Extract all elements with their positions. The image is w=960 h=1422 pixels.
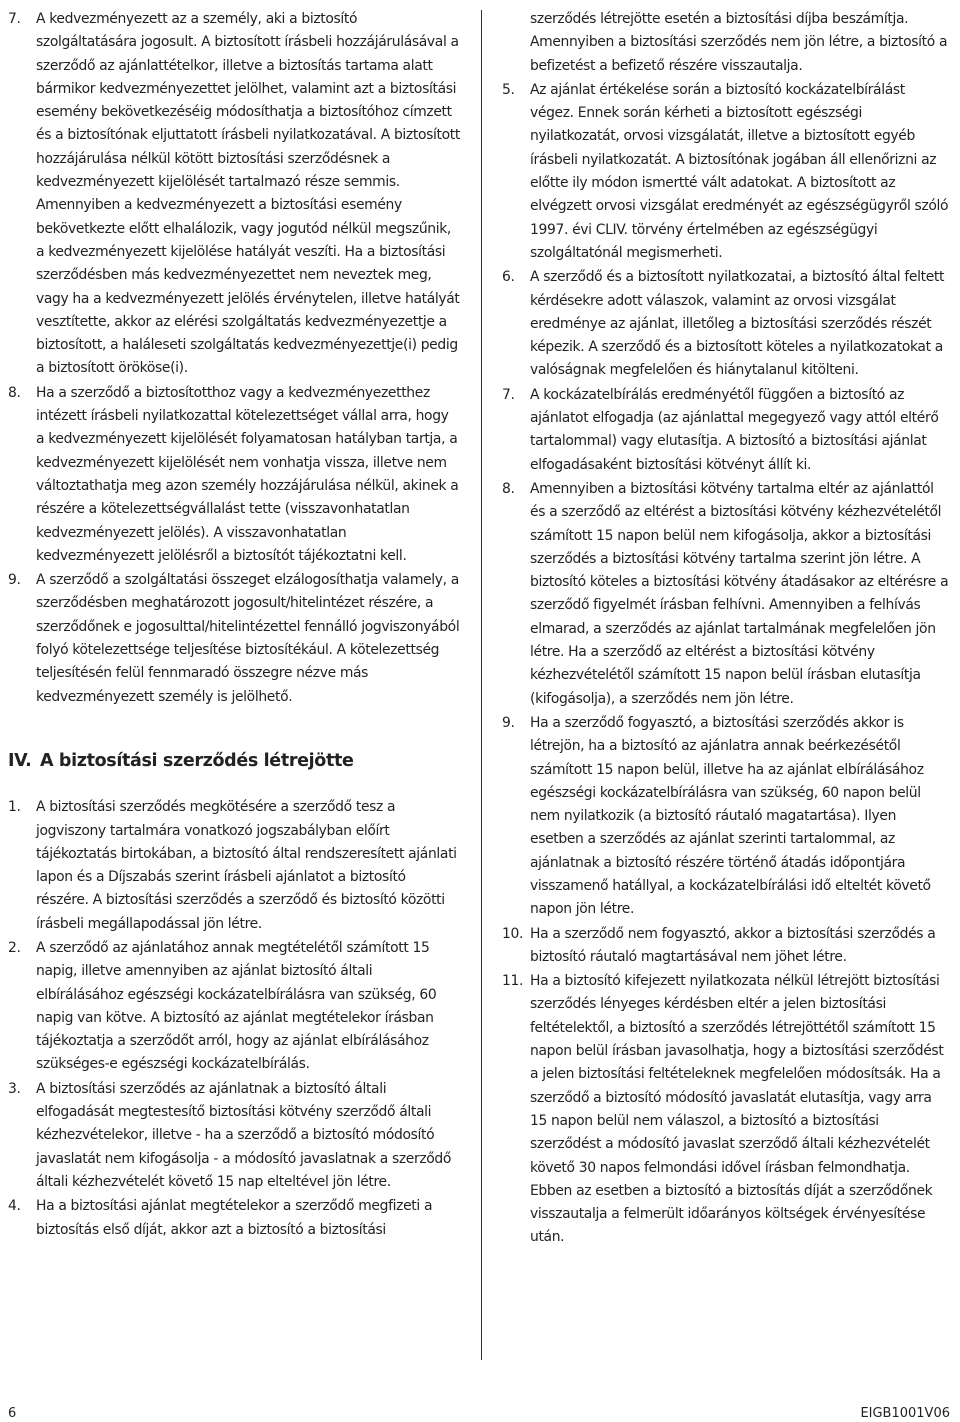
item-text: A biztosítási szerződés megkötésére a szerződő tesz a jogviszony tartalmára vonatkozó jogszabályban előírt tájékoztatás birtokában, a biztosító által rendszeresített ajánlati lapon és a Díjszabás szerint írásbeli ajánlatot a biztosító részére. A biztosítási szerződés a szerződő és biztosító közötti írásbeli megállapodással jön létre.	[36, 799, 457, 932]
item-number: 9.	[502, 714, 515, 731]
left-column	[8, 8, 460, 1243]
item-text: Ha a szerződő fogyasztó, a biztosítási szerződés akkor is létrejön, ha a biztosító az ajánlatra annak beérkezésétől számított 15 napon belül, illetve ha az ajánlat elbírálásához egészségi kockázatelbírálásra van szükség, 60 napon belül nem nyilatkozik (a biztosító ráutaló magatartása). Ilyen esetben a szerződés az ajánlat szerinti tartalommal, az ajánlatnak a biztosító részére történő átadás időpontjára visszamenő hatállyal, a kockázatelbírálási idő elteltét követő napon jön létre.	[530, 714, 931, 918]
list-item	[8, 8, 460, 381]
item-number: 7.	[8, 11, 21, 27]
item-text: Ha a szerződő a biztosítotthoz vagy a kedvezményezetthez intézett írásbeli nyilatkozattal kötelezettséget vállal arra, hogy a kedvezményezett kijelölését folyamatosan hatályban tartja, a kedvezményezett kijelölését nem vonhatja vissza, illetve nem változtathatja meg azon személy hozzájárulása nélkül, akinek a részére a kötelezettségvállalást tette (visszavonhatatlan kedvezményezett jelölés). A visszavonhatatlan kedvezményezett jelölésről a biztosítót tájékoztatni kell.	[36, 384, 459, 564]
item-number: 11.	[502, 973, 524, 990]
list-item	[502, 478, 949, 711]
item-number: 8.	[8, 384, 21, 401]
item-text: Ha a szerződő nem fogyasztó, akkor a biztosítási szerződés a biztosító ráutaló magtartásával nem jöhet létre.	[530, 925, 936, 965]
item-number: 4.	[8, 1198, 21, 1215]
item-number: 1.	[8, 799, 21, 816]
item-number: 8.	[502, 480, 515, 497]
item-number: 2.	[8, 939, 21, 956]
item-number: 5.	[502, 81, 515, 98]
list-item	[502, 923, 949, 970]
left-items-after	[8, 796, 460, 1242]
item-text: Az ajánlat értékelése során a biztosító kockázatelbírálást végez. Ennek során kérheti a biztosított egészségi nyilatkozatát, orvosi vizsgálatát, illetve a biztosított egyéb írásbeli nyilatkozatát. A biztosítónak jogában áll ellenőrizni az előtte ily módon ismertté vált adatokat. A biztosított az elvégzett orvosi vizsgálat eredményét az egészségügyről szóló 1997. évi CLIV. törvény értelmében az egészségügyi szolgáltatónál megismerheti.	[530, 81, 949, 261]
list-item	[8, 1195, 460, 1242]
item-text: A biztosítási szerződés az ajánlatnak a biztosító általi elfogadását megtestesítő biztosítási kötvény szerződő általi kézhezvételekor, illetve - ha a szerződő a biztosító módosító javaslatát nem kifogásolja - a módosító javaslatnak a szerződő általi kézhezvételét követő 15 nap elteltével jön létre.	[36, 1080, 452, 1190]
list-item	[8, 796, 460, 936]
item-text: Ha a biztosítási ajánlat megtételekor a szerződő megfizeti a biztosítás első díját, akkor azt a biztosító a biztosítási	[36, 1198, 433, 1238]
list-item	[502, 266, 949, 382]
item-number: 7.	[502, 386, 515, 403]
item-text: Amennyiben a biztosítási kötvény tartalma eltér az ajánlattól és a szerződő az eltérést a biztosítási kötvény kézhezvételétől számított 15 napon belül nem kifogásolja, akkor a biztosítási szerződés a biztosítási kötvény tartalma szerint jön létre. A biztosító köteles a biztosítási kötvény átadásakor az eltérésre a szerződő figyelmét írásban felhívni. Amennyiben a felhívás elmarad, a szerződés az ajánlat tartalmának megfelelően jön létre. Ha a szerződő az eltérést a biztosítási kötvény kézhezvételétől számított 15 napon belül írásban elutasítja (kifogásolja), a szerződés nem jön létre.	[530, 480, 949, 707]
list-item	[502, 79, 949, 265]
item-number: 9.	[8, 572, 21, 589]
page-number: 6	[8, 1406, 17, 1421]
right-items	[502, 79, 949, 1250]
item-text: Ha a biztosító kifejezett nyilatkozata nélkül létrejött biztosítási szerződés lényeges kérdésben eltér a jelen biztosítási feltételektől, a biztosító a szerződés létrejöttétől számított 15 napon belül írásban javasolhatja, hogy a biztosítási szerződést a jelen biztosítási feltételeknek megfelelően módosítsák. Ha a szerződő a biztosító módosító javaslatát elutasítja, vagy arra 15 napon belül nem válaszol, a biztosító a biztosítási szerződést a módosító javaslat szerződő általi kézhezvételét követő 30 napos felmondási idővel írásban felmondhatja. Ebben az esetben a biztosító a biztosítás díját a szerződőnek visszautalja a felmerült időarányos költségek érvényesítése után.	[530, 973, 944, 1246]
section-title: A biztosítási szerződés létrejötte	[40, 750, 354, 771]
list-item	[502, 712, 949, 922]
left-items-before	[8, 8, 460, 709]
column-divider	[481, 10, 482, 1360]
list-item	[502, 970, 949, 1250]
document-code: EIGB1001V06	[860, 1406, 950, 1421]
list-item	[8, 569, 460, 709]
section-heading	[8, 750, 460, 773]
list-item	[8, 937, 460, 1077]
item-number: 6.	[502, 269, 515, 286]
item-text: A szerződő az ajánlatához annak megtételétől számított 15 napig, illetve amennyiben az ajánlat biztosító általi elbírálásához egészségi kockázatelbírálásra van szükség, 60 napig van kötve. A biztosító az ajánlat megtételekor írásban tájékoztatja a szerződőt arról, hogy az ajánlat elbírálásához szükséges-e egészségi kockázatelbírálás.	[36, 939, 437, 1073]
list-item	[8, 382, 460, 568]
item-text: A szerződő a szolgáltatási összeget elzálogosíthatja valamely, a szerződésben meghatározott jogosult/hitelintézet részére, a szerződőnek e jogosulttal/hitelintézettel fennálló jogviszonyából folyó kötelezettsége teljesítése biztosítékául. A kötelezettség teljesítésén felül fennmaradó összegre nézve más kedvezményezett személy is jelölhető.	[36, 572, 460, 705]
continuation-text: szerződés létrejötte esetén a biztosítási díjba beszámítja. Amennyiben a biztosítási szerződés nem jön létre, a biztosító a befizetést a befizető részére visszautalja.	[530, 11, 948, 74]
item-number: 3.	[8, 1080, 21, 1097]
section-number: IV.	[8, 750, 32, 771]
item-number: 10.	[502, 925, 524, 942]
list-item	[502, 384, 949, 477]
continuation-paragraph	[502, 8, 949, 78]
item-text: A kockázatelbírálás eredményétől függően a biztosító az ajánlatot elfogadja (az ajánlattal megegyező vagy attól eltérő tartalommal) vagy elutasítja. A biztosító a biztosítási ajánlat elfogadásaként biztosítási kötvényt állít ki.	[530, 386, 939, 473]
item-text: A kedvezményezett az a személy, aki a biztosító szolgáltatására jogosult. A biztosított írásbeli hozzájárulásával a szerződő az ajánlattételkor, illetve a biztosítás tartama alatt bármikor kedvezményezettet jelölhet, valamint azt a biztosítási esemény bekövetkezéséig módosíthatja a biztosítóhoz címzett és a biztosítónak eljuttatott írásbeli nyilatkozatával. A biztosított hozzájárulása nélkül kötött biztosítási szerződésnek a kedvezményezett kijelölését tartalmazó része semmis. Amennyiben a kedvezményezett a biztosítási esemény bekövetkezte előtt elhalálozik, vagy jogutód nélkül megszűnik, a kedvezményezett kijelölése hatályát veszíti. Ha a biztosítási szerződésben más kedvezményezettet nem neveztek meg, vagy ha a kedvezményezett jelölés érvénytelen, illetve hatályát vesztítette, akkor az elérési szolgáltatás kedvezményezettje a biztosított, a haláleseti szolgáltatás kedvezményezettje(i) pedig a biztosított örököse(i).	[36, 11, 460, 377]
list-item	[8, 1078, 460, 1194]
item-text: A szerződő és a biztosított nyilatkozatai, a biztosító által feltett kérdésekre adott válaszok, valamint az orvosi vizsgálat eredménye az ajánlat, illetőleg a biztosítási szerződés részét képezik. A szerződő és a biztosított köteles a nyilatkozatokat a valóságnak megfelelően és hiánytalanul kitölteni.	[530, 269, 945, 379]
right-column	[502, 8, 949, 1251]
